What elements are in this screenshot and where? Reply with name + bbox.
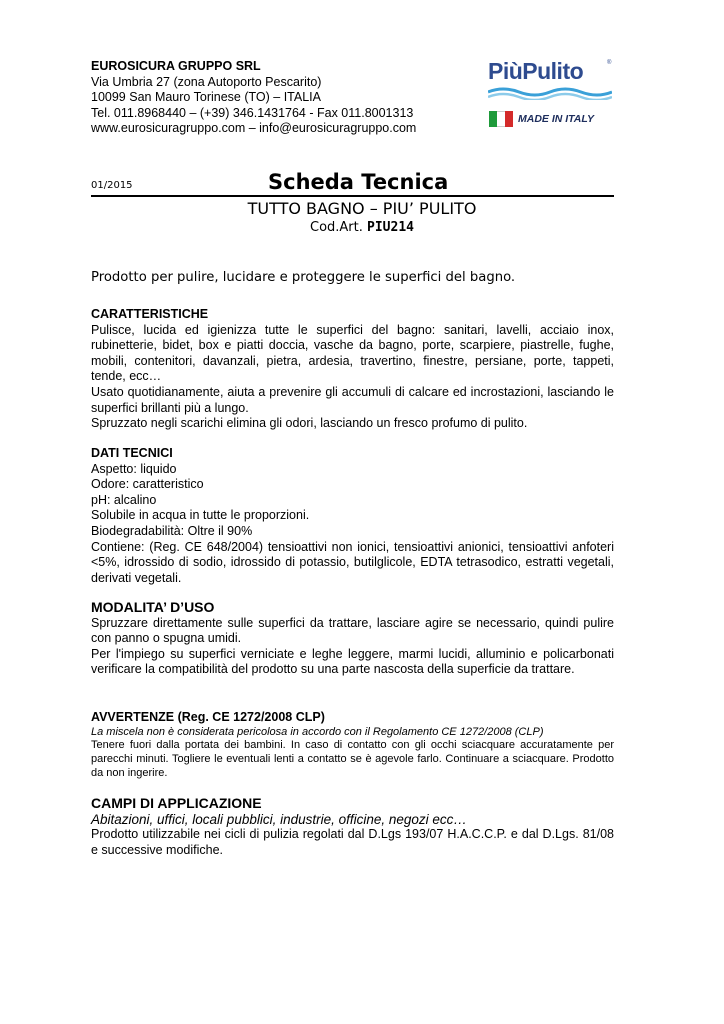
company-name: EUROSICURA GRUPPO SRL [91,59,261,73]
product-code [0,220,724,235]
data-line: Solubile in acqua in tutte le proporzioni. [91,508,310,523]
data-line: pH: alcalino [91,492,157,507]
company-phone: Tel. 011.8968440 – (+39) 346.1431764 - Fax 011.8001313 [91,105,414,120]
section-heading: MODALITA’ D’USO [91,599,215,615]
italian-flag-icon [489,111,513,127]
section-heading: CAMPI DI APPLICAZIONE [91,795,262,811]
section-avvertenze [91,710,614,781]
title-divider [91,195,614,197]
company-address-line2: 10099 San Mauro Torinese (TO) – ITALIA [91,90,321,104]
data-line: Biodegradabilità: Oltre il 90% [91,523,253,538]
document-date: 01/2015 [91,180,133,191]
brand-logo [486,56,616,132]
composition: Contiene: (Reg. CE 648/2004) tensioattivi non ionici, tensioattivi anionici, tensioattivi anfoteri <5%, idrossido di sodio, idrossido di potassio, butilglicole, EDTA tetrasodico, estratti vegetali, derivati vegetali. [91,539,614,585]
product-code-value: PIU214 [367,220,414,235]
brand-name: PiùPulito [488,58,584,84]
section-heading: DATI TECNICI [91,446,173,460]
product-name: TUTTO BAGNO – PIU’ PULITO [247,199,477,218]
made-in-italy-label: MADE IN ITALY [518,113,595,125]
section-paragraph: Spruzzare direttamente sulle superfici da trattare, lasciare agire se necessario, quindi pulire con panno o spugna umidi. [91,615,614,646]
company-address-line1: Via Umbria 27 (zona Autoporto Pescarito) [91,74,322,89]
section-paragraph: Per l'impiego su superfici verniciate e leghe leggere, marmi lucidi, alluminio e policarbonati verificare la compatibilità del prodotto su una parte nascosta della superficie da trattare. [91,646,614,677]
section-paragraph: Prodotto utilizzabile nei cicli di pulizia regolati dal D.Lgs 193/07 H.A.C.C.P. e dal D.Lgs. 81/08 e successive modifiche. [91,827,614,857]
section-paragraph: Spruzzato negli scarichi elimina gli odori, lasciando un fresco profumo di pulito. [91,416,528,431]
document-title: Scheda Tecnica [268,170,449,194]
product-intro: Prodotto per pulire, lucidare e proteggere le superfici del bagno. [91,270,516,285]
section-paragraph: Usato quotidianamente, aiuta a prevenire gli accumuli di calcare ed incrostazioni, lasciando le superfici brillanti più a lungo. [91,384,614,415]
registered-mark: ® [607,60,612,66]
data-line: Aspetto: liquido [91,461,177,476]
section-heading: AVVERTENZE (Reg. CE 1272/2008 CLP) [91,710,325,724]
section-campi-applicazione [91,796,614,858]
application-areas: Abitazioni, uffici, locali pubblici, industrie, officine, negozi ecc… [91,811,467,827]
section-dati-tecnici [91,446,614,586]
section-modalita-uso [91,600,614,678]
warning-text: Tenere fuori dalla portata dei bambini. In caso di contatto con gli occhi sciacquare accuratamente per parecchi minuti. Togliere le eventuali lenti a contatto se è agevole farlo. Continuare a sciacquare. Prodotto da non ingerire. [91,739,614,779]
clp-note: La miscela non è considerata pericolosa in accordo con il Regolamento CE 1272/2008 (CLP) [91,725,544,738]
data-line: Odore: caratteristico [91,477,204,492]
waves-icon [488,86,612,100]
section-paragraph: Pulisce, lucida ed igienizza tutte le superfici del bagno: sanitari, lavelli, acciaio inox, rubinetterie, bidet, box e piatti doccia, vasche da bagno, porte, scarpiere, piastrelle, fughe, mobili, contenitori, davanzali, pietra, ardesia, travertino, finestre, persiane, porte, tappeti, tende, ecc… [91,322,614,384]
company-info [91,59,416,137]
section-heading: CARATTERISTICHE [91,307,209,321]
section-caratteristiche [91,307,614,432]
company-web: www.eurosicuragruppo.com – info@eurosicuragruppo.com [91,121,417,135]
product-code-label: Cod.Art. [310,220,363,235]
